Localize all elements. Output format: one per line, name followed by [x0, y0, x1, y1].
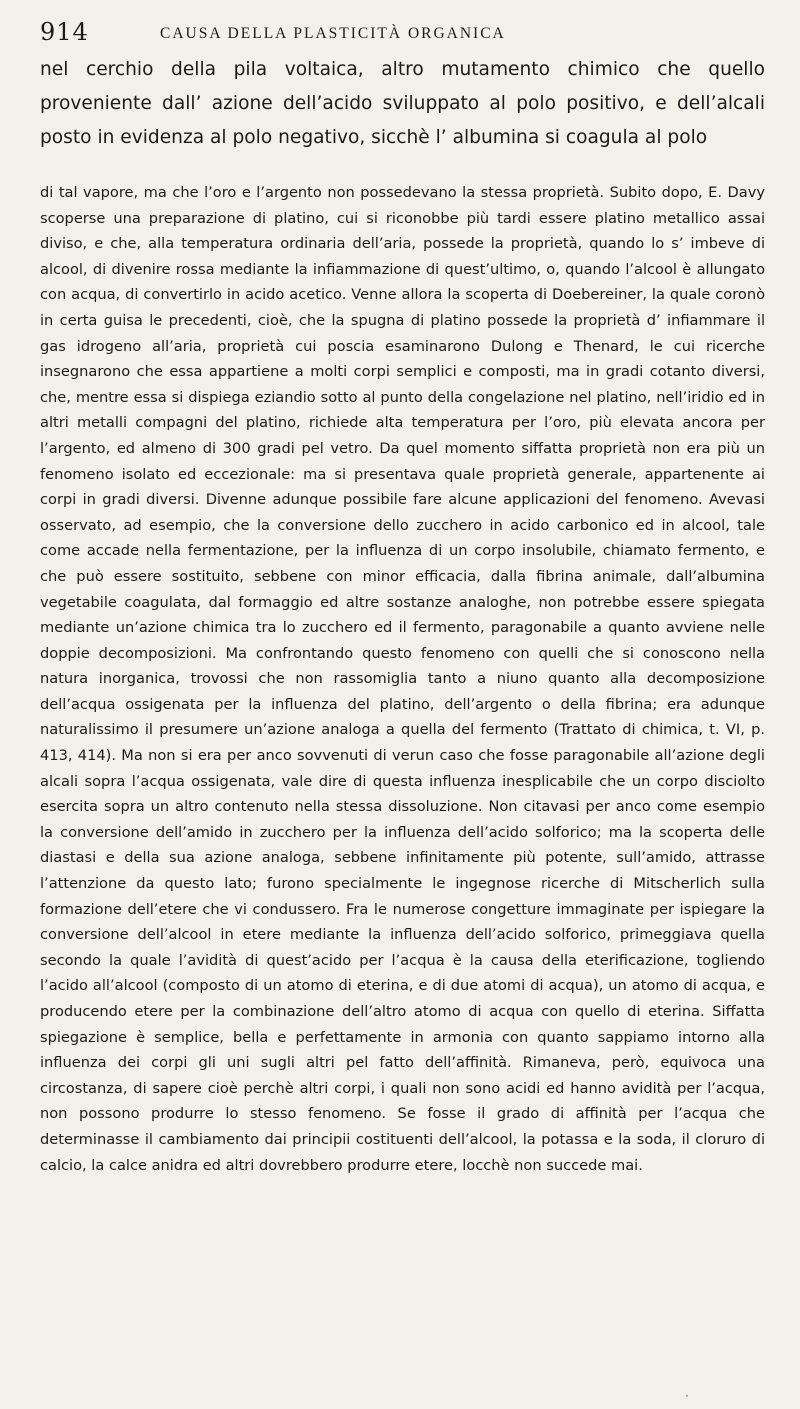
page-number: 914: [40, 18, 89, 46]
main-paragraph: nel cerchio della pila voltaica, altro mutamento chimico che quello proveniente dall’ azione dell’acido sviluppato al polo positivo, e dell’alcali posto in evidenza al polo negativo, sicchè l’ albumina si coagula al polo: [40, 59, 765, 148]
footnote-paragraph: di tal vapore, ma che l’oro e l’argento non possedevano la stessa proprietà. Subito dopo, E. Davy scoperse una preparazione di platino, cui si riconobbe più tardi essere platino metallico assai diviso, e che, alla temperatura ordinaria dell’aria, possede la proprietà, quando lo s’ imbeve di alcool, di divenire rossa mediante la infiammazione di quest’ultimo, o, quando l’alcool è allungato con acqua, di convertirlo in acido acetico. Venne allora la scoperta di Doebereiner, la quale coronò in certa guisa le precedenti, cioè, che la spugna di platino possede la proprietà d’ infiammare il gas idrogeno all’aria, proprietà cui poscia esaminarono Dulong e Thenard, le cui ricerche insegnarono che essa appartiene a molti corpi semplici e composti, ma in gradi cotanto diversi, che, mentre essa si dispiega eziandio sotto al punto della congelazione nel platino, nell’iridio ed in altri metalli compagni del platino, richiede alta temperatura per l’oro, più elevata ancora per l’argento, ed almeno di 300 gradi pel vetro. Da quel momento siffatta proprietà non era più un fenomeno isolato ed eccezionale: ma si presentava quale proprietà generale, appartenente ai corpi in gradi diversi. Divenne adunque possibile fare alcune applicazioni del fenomeno. Avevasi osservato, ad esempio, che la conversione dello zucchero in acido carbonico ed in alcool, tale come accade nella fermentazione, per la influenza di un corpo insolubile, chiamato fermento, e che può essere sostituito, sebbene con minor efficacia, dalla fibrina animale, dall’albumina vegetabile coagulata, dal formaggio ed altre sostanze analoghe, non potrebbe essere spiegata mediante un’azione chimica tra lo zucchero ed il fermento, paragonabile a quanto avviene nelle doppie decomposizioni. Ma confrontando questo fenomeno con quelli che si conoscono nella natura inorganica, trovossi che non rassomiglia tanto a niuno quanto alla decomposizione dell’acqua ossigenata per la influenza del platino, dell’argento o della fibrina; era adunque naturalissimo il presumere un’azione analoga a quella del fermento (Trattato di chimica, t. VI, p. 413, 414). Ma non si era per anco sovvenuti di verun caso che fosse paragonabile all’azione degli alcali sopra l’acqua ossigenata, vale dire di questa influenza inesplicabile che un corpo disciolto esercita sopra un altro contenuto nella stessa dissoluzione. Non citavasi per anco come esempio la conversione dell’amido in zucchero per la influenza dell’acido solforico; ma la scoperta delle diastasi e della sua azione analoga, sebbene infinitamente più potente, sull’amido, attrasse l’attenzione da questo lato; furono specialmente le ingegnose ricerche di Mitscherlich sulla formazione dell’etere che vi condussero. Fra le numerose congetture immaginate per ispiegare la conversione dell’alcool in etere mediante la influenza dell’acido solforico, primeggiava quella secondo la quale l’avidità di quest’acido per l’acqua è la causa della eterificazione, togliendo l’acido all’alcool (composto di un atomo di eterina, e di due atomi di acqua), un atomo di acqua, e producendo etere per la combinazione dell’altro atomo di acqua con quello di eterina. Siffatta spiegazione è semplice, bella e perfettamente in armonia con quanto sappiamo intorno alla influenza dei corpi gli uni sugli altri pel fatto dell’affinità. Rimaneva, però, equivoca una circostanza, di sapere cioè perchè altri corpi, i quali non sono acidi ed hanno avidità per l’acqua, non possono produrre lo stesso fenomeno. Se fosse il grado di affinità per l’acqua che determinasse il cambiamento dai principii costituenti dell’alcool, la potassa e la soda, il cloruro di calcio, la calce anidra ed altri dovrebbero produrre etere, locchè non succede mai.: [40, 184, 765, 1174]
running-title: CAUSA DELLA PLASTICITÀ ORGANICA: [160, 25, 506, 42]
print-speck-mark: ⸼: [686, 1383, 689, 1397]
running-head: [40, 18, 762, 46]
